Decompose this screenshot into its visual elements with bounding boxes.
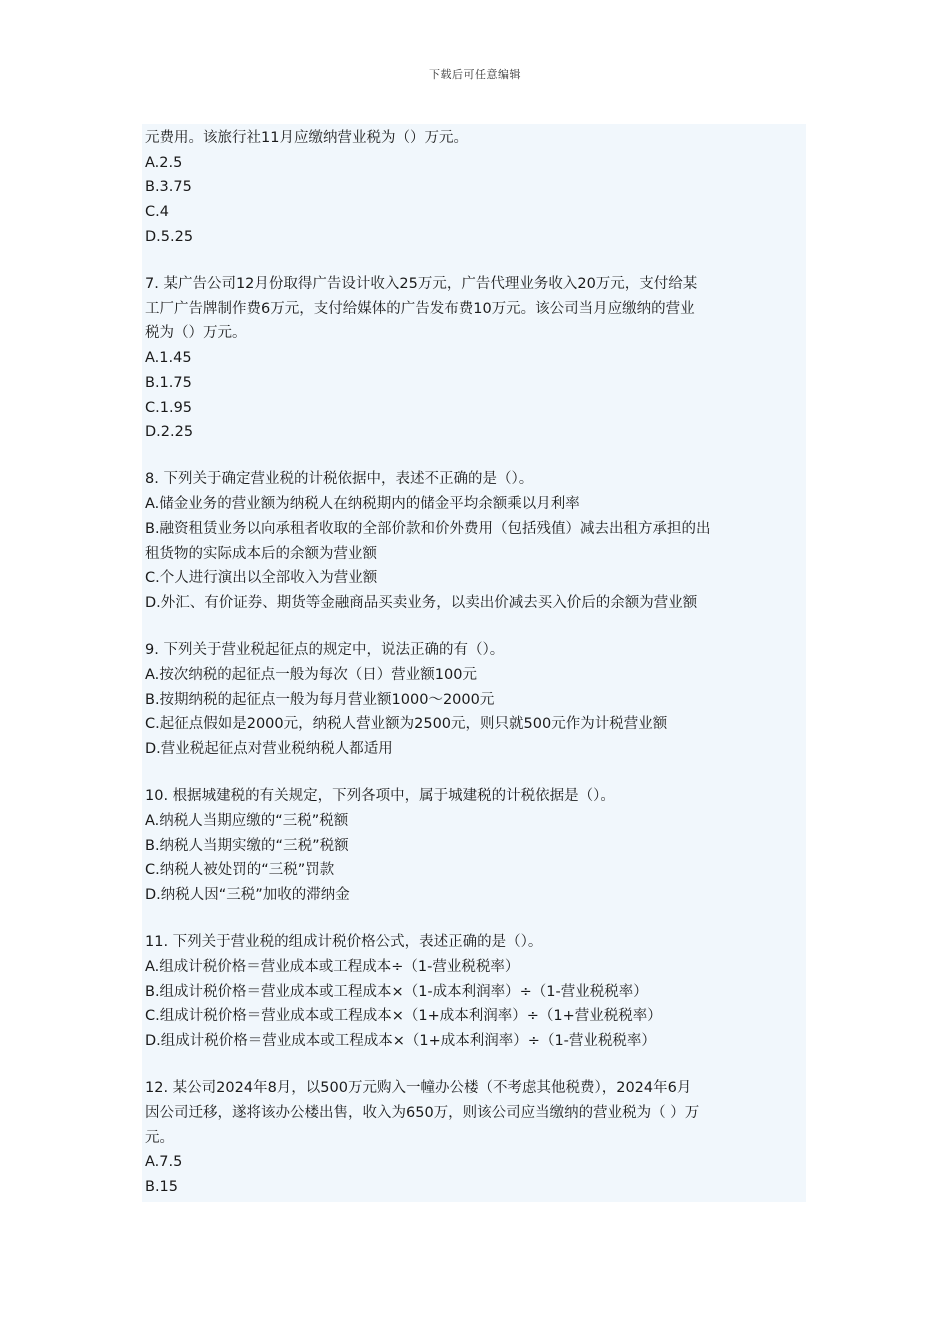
- question-7: [145, 272, 805, 445]
- answer-option: B.组成计税价格＝营业成本或工程成本×（1-成本利润率）÷（1-营业税税率）: [145, 983, 648, 1000]
- question-stem: 工厂广告牌制作费6万元，支付给媒体的广告发布费10万元。该公司当月应缴纳的营业: [145, 300, 695, 317]
- answer-option: C.4: [145, 204, 169, 221]
- answer-option: D.营业税起征点对营业税纳税人都适用: [145, 740, 393, 757]
- answer-option: D.外汇、有价证券、期货等金融商品买卖业务，以卖出价减去买入价后的余额为营业额: [145, 594, 698, 611]
- answer-option: C.1.95: [145, 399, 193, 416]
- answer-option: A.储金业务的营业额为纳税人在纳税期内的储金平均余额乘以月利率: [145, 496, 580, 513]
- answer-option: C.个人进行演出以全部收入为营业额: [145, 570, 378, 587]
- answer-option: C.起征点假如是2000元，纳税人营业额为2500元，则只就500元作为计税营业额: [145, 716, 668, 733]
- question-stem: 10. 根据城建税的有关规定，下列各项中，属于城建税的计税依据是（）。: [145, 788, 615, 805]
- answer-option: A.组成计税价格＝营业成本或工程成本÷（1-营业税税率）: [145, 958, 520, 975]
- answer-option: B.按期纳税的起征点一般为每月营业额1000～2000元: [145, 691, 495, 708]
- page-header: 下载后可任意编辑: [429, 68, 521, 81]
- answer-option: D.5.25: [145, 228, 194, 245]
- answer-option: B.3.75: [145, 179, 192, 196]
- question-11: [145, 930, 805, 1054]
- question-stem: 9. 下列关于营业税起征点的规定中，说法正确的有（）。: [145, 642, 505, 659]
- answer-option: B.1.75: [145, 374, 192, 391]
- answer-option: C.组成计税价格＝营业成本或工程成本×（1+成本利润率）÷（1+营业税税率）: [145, 1008, 662, 1025]
- question-9: [145, 638, 805, 762]
- question-stem: 8. 下列关于确定营业税的计税依据中，表述不正确的是（）。: [145, 471, 534, 488]
- question-12: [145, 1076, 805, 1200]
- answer-option: B.纳税人当期实缴的“三税”税额: [145, 837, 349, 854]
- question-stem: 元。: [145, 1129, 174, 1146]
- question-stem: 税为（）万元。: [145, 325, 247, 342]
- answer-option: A.1.45: [145, 350, 192, 367]
- question-stem: 11. 下列关于营业税的组成计税价格公式，表述正确的是（）。: [145, 934, 543, 951]
- answer-option: A.按次纳税的起征点一般为每次（日）营业额100元: [145, 666, 477, 683]
- answer-option: D.2.25: [145, 424, 194, 441]
- answer-option: 租货物的实际成本后的余额为营业额: [145, 545, 377, 562]
- question-intro: [145, 126, 805, 250]
- answer-option: D.纳税人因“三税”加收的滞纳金: [145, 886, 350, 903]
- answer-option: A.7.5: [145, 1154, 183, 1171]
- answer-option: D.组成计税价格＝营业成本或工程成本×（1+成本利润率）÷（1-营业税税率）: [145, 1033, 656, 1049]
- question-stem: 因公司迁移，遂将该办公楼出售，收入为650万，则该公司应当缴纳的营业税为（ ）万: [145, 1104, 700, 1121]
- answer-option: B.融资租赁业务以向承租者收取的全部价款和价外费用（包括残值）减去出租方承担的出: [145, 520, 711, 537]
- question-list: [145, 126, 805, 1200]
- question-8: [145, 467, 805, 615]
- answer-option: A.纳税人当期应缴的“三税”税额: [145, 812, 349, 829]
- question-stem: 元费用。该旅行社11月应缴纳营业税为（）万元。: [145, 130, 468, 146]
- answer-option: B.15: [145, 1179, 179, 1196]
- question-stem: 7. 某广告公司12月份取得广告设计收入25万元，广告代理业务收入20万元，支付给某: [145, 276, 698, 293]
- answer-option: A.2.5: [145, 154, 183, 171]
- question-10: [145, 784, 805, 908]
- answer-option: C.纳税人被处罚的“三税”罚款: [145, 862, 335, 879]
- question-stem: 12. 某公司2024年8月，以500万元购入一幢办公楼（不考虑其他税费），2024年6月: [145, 1080, 692, 1097]
